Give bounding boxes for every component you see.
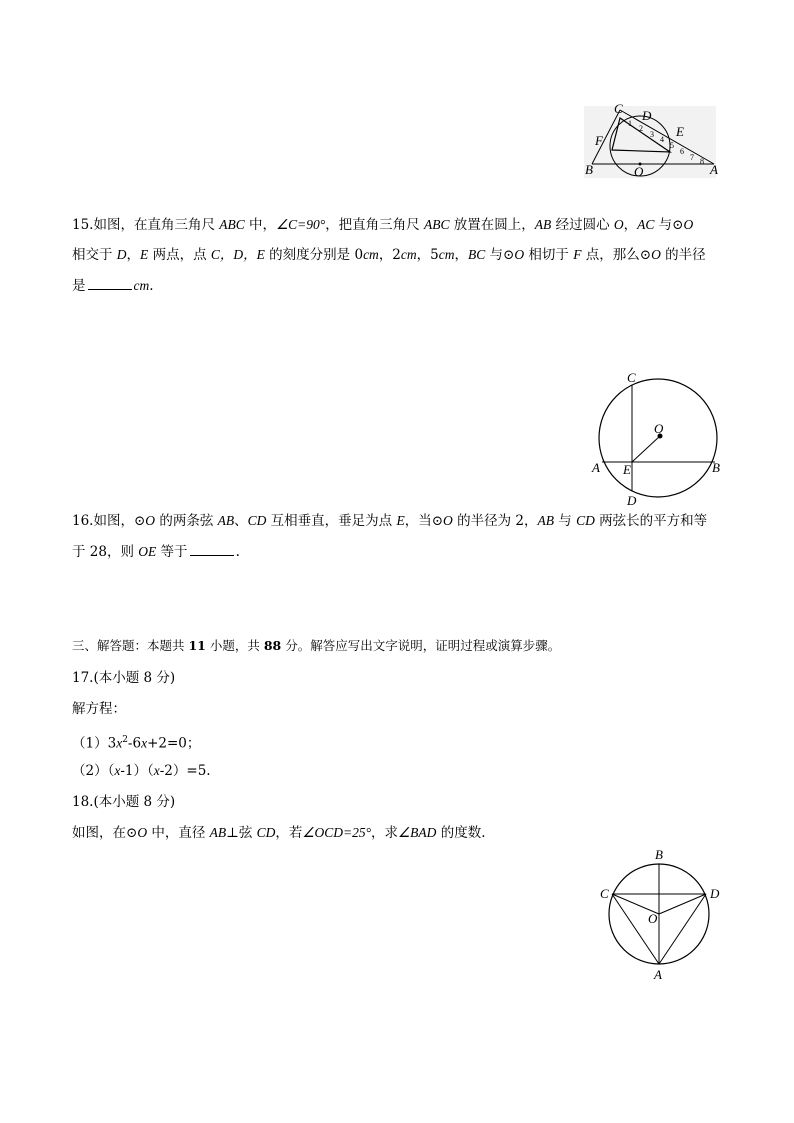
q18-label-d: D [710,886,720,901]
text: 、 [234,513,248,529]
text: 11 [188,638,206,653]
text: ，2 [378,247,401,263]
math: O [651,247,661,262]
q16-label-c: C [627,370,636,385]
text: 与⊙ [485,247,515,263]
math: AB [534,217,552,232]
text: ，若 [275,825,303,841]
q17-part2 [72,762,211,780]
q15-label-c: C [614,101,623,116]
answer-blank[interactable] [190,543,234,556]
q18-header: 18.(本小题 8 分) [72,794,176,810]
q15-line-2 [72,246,706,264]
q18-label-o: O [648,911,658,926]
text: 中，直径 [147,825,210,841]
q15-ruler-6: 6 [680,147,684,156]
answer-blank[interactable] [88,277,132,290]
text: 16.如图，⊙ [72,513,146,529]
section3-header [72,637,560,655]
q17-header: 17.(本小题 8 分) [72,670,176,686]
math: cm [363,247,379,262]
q18-line-1 [72,824,486,842]
text: 的半径为 2， [452,513,538,529]
math: E [396,513,405,528]
text: ，求 [371,825,399,841]
q16-label-o: O [654,421,664,436]
text: 点，那么⊙ [581,247,652,263]
q17-prompt: 解方程： [72,701,126,717]
text: -1）（ [120,763,154,779]
math: x [141,735,148,751]
text: 与 [553,513,577,529]
text: 的两条弦 [155,513,218,529]
q15-label-d: D [642,108,652,123]
text: -2）=5. [159,763,211,779]
math: 2 [122,735,128,745]
math: O [145,513,156,528]
math: ABC [219,217,245,232]
math: ∠OCD=25° [302,825,372,840]
q15-line-1 [72,216,693,234]
q16-segment-oe [632,436,660,462]
text: -6 [127,735,142,752]
text: . [235,544,240,560]
text: 相切于 [524,247,574,263]
q16-label-d: D [627,493,637,508]
q15-label-o: O [634,164,644,179]
text: 相交于 [72,247,117,263]
math: ∠C=90° [276,217,326,232]
text: ， [623,217,638,233]
math: cm [133,278,150,293]
math: CD [576,513,595,528]
math: cm [438,247,455,262]
math: C，D，E [210,247,265,262]
text: ，5 [416,247,439,263]
text: . [149,278,154,294]
text: 放置在圆上， [449,217,535,233]
text: 互相垂直，垂足为点 [266,513,397,529]
math: AB [217,513,235,528]
q15-line-3 [72,277,154,295]
text: 的刻度分别是 0 [264,247,364,263]
text: 两弦长的平方和等 [594,513,708,529]
q15-label-b: B [585,162,593,177]
math: BC [468,247,486,262]
q15-ruler-4: 4 [660,135,664,144]
text: 如图，在⊙ [72,825,138,841]
text: （2）（ [72,763,115,779]
q15-ruler-8: 8 [700,157,704,166]
text: 两点，点 [148,247,211,263]
text: ， [454,247,468,263]
q15-ruler-5: 5 [670,141,674,150]
math: E [140,247,149,262]
math: F [573,247,582,262]
text: 三、解答题：本题共 [72,638,189,653]
q16-label-b: B [712,460,720,475]
math: O [683,217,694,232]
math: AB [537,513,554,528]
text: 是 [72,278,86,294]
text: +2=0； [147,735,201,752]
math: x [153,763,160,778]
q18-label-b: B [655,847,663,862]
q18-label-c: C [600,886,609,901]
text: ，当⊙ [404,513,444,529]
math: x [116,735,123,751]
text: 与⊙ [654,217,684,233]
text: 88 [263,638,282,653]
text: 的半径 [660,247,706,263]
q16-line-1 [72,512,707,530]
text: 的度数. [436,825,486,841]
q15-label-a: A [710,162,718,177]
math: CD [256,825,276,840]
text: 中， [244,217,277,233]
q15-figure [580,100,720,182]
text: 分。解答应写出文字说明，证明过程或演算步骤。 [281,638,561,653]
q16-figure [588,368,728,508]
math: O [443,513,453,528]
q16-line-2 [72,543,240,561]
q16-label-a: A [592,460,600,475]
math: O [613,217,624,232]
q15-label-e: E [676,124,684,139]
math: O [514,247,525,262]
text: ，把直角三角尺 [325,217,424,233]
text: 等于 [156,544,188,560]
math: OE [138,544,157,559]
text: ⊥弦 [226,825,257,841]
math: ABC [423,217,450,232]
math: x [114,763,121,778]
math: AC [637,217,655,232]
math: D [116,247,127,262]
text: （1）3 [72,735,117,752]
math: ∠BAD [398,825,437,840]
q15-ruler-3: 3 [650,130,654,139]
q15-ruler-7: 7 [690,153,694,162]
math: AB [209,825,227,840]
q16-label-e: E [623,462,631,477]
text: 于 28，则 [72,544,139,560]
q15-ruler-2: 2 [639,124,643,133]
q15-label-f: F [595,133,603,148]
q15-ruler-1: 1 [628,119,632,128]
math: cm [400,247,417,262]
q18-label-a: A [654,967,662,982]
text: 经过圆心 [551,217,614,233]
q17-part1 [72,731,200,753]
text: ， [126,247,141,263]
math: CD [247,513,267,528]
text: 15.如图，在直角三角尺 [72,217,220,233]
q18-figure [596,844,726,984]
math: O [137,825,148,840]
text: 小题，共 [205,638,264,653]
